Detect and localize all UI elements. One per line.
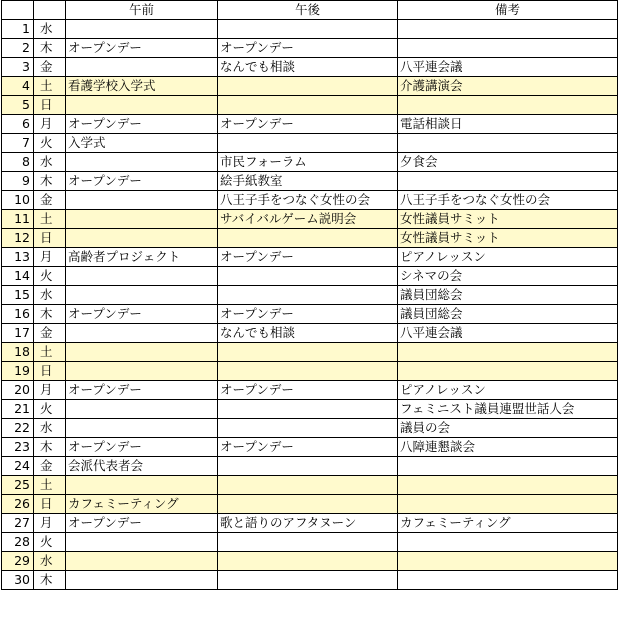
morning-cell[interactable]: [66, 286, 218, 305]
afternoon-cell[interactable]: [218, 96, 398, 115]
morning-cell[interactable]: [66, 533, 218, 552]
weekday-cell[interactable]: 月: [34, 248, 66, 267]
weekday-cell[interactable]: 木: [34, 571, 66, 590]
schedule-body: [2, 20, 618, 590]
day-number-cell[interactable]: 22: [2, 419, 34, 438]
notes-cell[interactable]: [398, 172, 618, 191]
afternoon-cell[interactable]: オープンデー: [218, 438, 398, 457]
table-row: [2, 533, 618, 552]
afternoon-cell[interactable]: [218, 571, 398, 590]
afternoon-cell[interactable]: オープンデー: [218, 305, 398, 324]
morning-cell[interactable]: [66, 20, 218, 39]
day-number-cell[interactable]: 28: [2, 533, 34, 552]
day-number-cell[interactable]: 25: [2, 476, 34, 495]
afternoon-cell[interactable]: [218, 267, 398, 286]
notes-cell[interactable]: 八平連会議: [398, 324, 618, 343]
morning-cell[interactable]: オープンデー: [66, 172, 218, 191]
notes-cell[interactable]: [398, 552, 618, 571]
day-number-cell[interactable]: 19: [2, 362, 34, 381]
notes-cell[interactable]: 電話相談日: [398, 115, 618, 134]
day-number-cell[interactable]: 12: [2, 229, 34, 248]
afternoon-cell[interactable]: [218, 362, 398, 381]
notes-cell[interactable]: カフェミーティング: [398, 514, 618, 533]
day-number-cell[interactable]: 13: [2, 248, 34, 267]
day-number-cell[interactable]: 23: [2, 438, 34, 457]
day-number-cell[interactable]: 17: [2, 324, 34, 343]
table-row: [2, 267, 618, 286]
morning-cell[interactable]: [66, 400, 218, 419]
notes-cell[interactable]: 議員団総会: [398, 286, 618, 305]
afternoon-cell[interactable]: [218, 419, 398, 438]
morning-cell[interactable]: [66, 571, 218, 590]
table-row: [2, 286, 618, 305]
morning-cell[interactable]: カフェミーティング: [66, 495, 218, 514]
morning-cell[interactable]: [66, 153, 218, 172]
weekday-cell[interactable]: 月: [34, 381, 66, 400]
day-number-cell[interactable]: 3: [2, 58, 34, 77]
table-row: [2, 115, 618, 134]
weekday-cell[interactable]: 金: [34, 191, 66, 210]
notes-cell[interactable]: フェミニスト議員連盟世話人会: [398, 400, 618, 419]
table-row: [2, 96, 618, 115]
morning-cell[interactable]: [66, 58, 218, 77]
header-morning: 午前: [66, 1, 218, 20]
header-notes: 備考: [398, 1, 618, 20]
weekday-cell[interactable]: 日: [34, 495, 66, 514]
day-number-cell[interactable]: 15: [2, 286, 34, 305]
day-number-cell[interactable]: 4: [2, 77, 34, 96]
day-number-cell[interactable]: 7: [2, 134, 34, 153]
table-row: [2, 191, 618, 210]
weekday-cell[interactable]: 火: [34, 400, 66, 419]
morning-cell[interactable]: オープンデー: [66, 115, 218, 134]
table-row: [2, 39, 618, 58]
morning-cell[interactable]: [66, 324, 218, 343]
weekday-cell[interactable]: 水: [34, 552, 66, 571]
notes-cell[interactable]: [398, 362, 618, 381]
weekday-cell[interactable]: 水: [34, 286, 66, 305]
morning-cell[interactable]: 高齢者プロジェクト: [66, 248, 218, 267]
day-number-cell[interactable]: 9: [2, 172, 34, 191]
table-row: [2, 305, 618, 324]
afternoon-cell[interactable]: [218, 495, 398, 514]
table-row: [2, 457, 618, 476]
day-number-cell[interactable]: 14: [2, 267, 34, 286]
weekday-cell[interactable]: 木: [34, 438, 66, 457]
notes-cell[interactable]: ピアノレッスン: [398, 381, 618, 400]
morning-cell[interactable]: [66, 419, 218, 438]
header-day: [2, 1, 34, 20]
weekday-cell[interactable]: 金: [34, 457, 66, 476]
morning-cell[interactable]: 会派代表者会: [66, 457, 218, 476]
afternoon-cell[interactable]: オープンデー: [218, 381, 398, 400]
table-row: [2, 400, 618, 419]
morning-cell[interactable]: [66, 552, 218, 571]
weekday-cell[interactable]: 木: [34, 305, 66, 324]
table-row: [2, 248, 618, 267]
table-row: [2, 77, 618, 96]
table-row: [2, 229, 618, 248]
afternoon-cell[interactable]: なんでも相談: [218, 324, 398, 343]
afternoon-cell[interactable]: [218, 552, 398, 571]
notes-cell[interactable]: 夕食会: [398, 153, 618, 172]
morning-cell[interactable]: オープンデー: [66, 381, 218, 400]
table-row: [2, 419, 618, 438]
afternoon-cell[interactable]: オープンデー: [218, 115, 398, 134]
day-number-cell[interactable]: 10: [2, 191, 34, 210]
afternoon-cell[interactable]: オープンデー: [218, 39, 398, 58]
table-row: [2, 571, 618, 590]
weekday-cell[interactable]: 火: [34, 533, 66, 552]
weekday-cell[interactable]: 土: [34, 77, 66, 96]
weekday-cell[interactable]: 木: [34, 39, 66, 58]
notes-cell[interactable]: [398, 495, 618, 514]
day-number-cell[interactable]: 20: [2, 381, 34, 400]
afternoon-cell[interactable]: [218, 229, 398, 248]
afternoon-cell[interactable]: サバイバルゲーム説明会: [218, 210, 398, 229]
morning-cell[interactable]: 入学式: [66, 134, 218, 153]
table-row: [2, 58, 618, 77]
table-row: [2, 210, 618, 229]
weekday-cell[interactable]: 水: [34, 153, 66, 172]
weekday-cell[interactable]: 金: [34, 58, 66, 77]
notes-cell[interactable]: [398, 457, 618, 476]
day-number-cell[interactable]: 16: [2, 305, 34, 324]
afternoon-cell[interactable]: オープンデー: [218, 248, 398, 267]
notes-cell[interactable]: [398, 96, 618, 115]
header-weekday: [34, 1, 66, 20]
weekday-cell[interactable]: 火: [34, 267, 66, 286]
weekday-cell[interactable]: 土: [34, 210, 66, 229]
day-number-cell[interactable]: 27: [2, 514, 34, 533]
morning-cell[interactable]: [66, 96, 218, 115]
notes-cell[interactable]: 介護講演会: [398, 77, 618, 96]
weekday-cell[interactable]: 月: [34, 514, 66, 533]
table-row: [2, 324, 618, 343]
table-row: [2, 552, 618, 571]
notes-cell[interactable]: [398, 571, 618, 590]
notes-cell[interactable]: [398, 476, 618, 495]
table-row: [2, 514, 618, 533]
table-row: [2, 495, 618, 514]
table-row: [2, 476, 618, 495]
notes-cell[interactable]: ピアノレッスン: [398, 248, 618, 267]
afternoon-cell[interactable]: [218, 400, 398, 419]
afternoon-cell[interactable]: [218, 533, 398, 552]
header-afternoon: 午後: [218, 1, 398, 20]
morning-cell[interactable]: オープンデー: [66, 514, 218, 533]
morning-cell[interactable]: オープンデー: [66, 438, 218, 457]
notes-cell[interactable]: [398, 20, 618, 39]
notes-cell[interactable]: シネマの会: [398, 267, 618, 286]
table-row: [2, 438, 618, 457]
day-number-cell[interactable]: 29: [2, 552, 34, 571]
afternoon-cell[interactable]: [218, 343, 398, 362]
day-number-cell[interactable]: 8: [2, 153, 34, 172]
weekday-cell[interactable]: 火: [34, 134, 66, 153]
day-number-cell[interactable]: 2: [2, 39, 34, 58]
day-number-cell[interactable]: 11: [2, 210, 34, 229]
table-row: [2, 343, 618, 362]
weekday-cell[interactable]: 土: [34, 476, 66, 495]
afternoon-cell[interactable]: 市民フォーラム: [218, 153, 398, 172]
notes-cell[interactable]: 女性議員サミット: [398, 229, 618, 248]
notes-cell[interactable]: 八障連懇談会: [398, 438, 618, 457]
weekday-cell[interactable]: 月: [34, 115, 66, 134]
table-row: [2, 362, 618, 381]
notes-cell[interactable]: [398, 134, 618, 153]
day-number-cell[interactable]: 30: [2, 571, 34, 590]
afternoon-cell[interactable]: [218, 476, 398, 495]
morning-cell[interactable]: [66, 476, 218, 495]
notes-cell[interactable]: 議員の会: [398, 419, 618, 438]
weekday-cell[interactable]: 日: [34, 362, 66, 381]
day-number-cell[interactable]: 6: [2, 115, 34, 134]
afternoon-cell[interactable]: 絵手紙教室: [218, 172, 398, 191]
day-number-cell[interactable]: 1: [2, 20, 34, 39]
afternoon-cell[interactable]: [218, 20, 398, 39]
morning-cell[interactable]: [66, 267, 218, 286]
afternoon-cell[interactable]: [218, 77, 398, 96]
table-row: [2, 20, 618, 39]
day-number-cell[interactable]: 21: [2, 400, 34, 419]
morning-cell[interactable]: [66, 191, 218, 210]
notes-cell[interactable]: 女性議員サミット: [398, 210, 618, 229]
afternoon-cell[interactable]: [218, 286, 398, 305]
morning-cell[interactable]: オープンデー: [66, 39, 218, 58]
afternoon-cell[interactable]: [218, 457, 398, 476]
notes-cell[interactable]: 八王子手をつなぐ女性の会: [398, 191, 618, 210]
afternoon-cell[interactable]: なんでも相談: [218, 58, 398, 77]
notes-cell[interactable]: [398, 533, 618, 552]
morning-cell[interactable]: オープンデー: [66, 305, 218, 324]
notes-cell[interactable]: [398, 39, 618, 58]
table-row: [2, 134, 618, 153]
table-row: [2, 172, 618, 191]
weekday-cell[interactable]: 土: [34, 343, 66, 362]
day-number-cell[interactable]: 5: [2, 96, 34, 115]
weekday-cell[interactable]: 日: [34, 96, 66, 115]
afternoon-cell[interactable]: [218, 134, 398, 153]
day-number-cell[interactable]: 26: [2, 495, 34, 514]
notes-cell[interactable]: 八平連会議: [398, 58, 618, 77]
table-row: [2, 381, 618, 400]
schedule-table: [1, 0, 618, 590]
morning-cell[interactable]: [66, 229, 218, 248]
header-row: [2, 1, 618, 20]
afternoon-cell[interactable]: 歌と語りのアフタヌーン: [218, 514, 398, 533]
day-number-cell[interactable]: 18: [2, 343, 34, 362]
weekday-cell[interactable]: 日: [34, 229, 66, 248]
morning-cell[interactable]: [66, 210, 218, 229]
morning-cell[interactable]: [66, 362, 218, 381]
weekday-cell[interactable]: 水: [34, 20, 66, 39]
weekday-cell[interactable]: 金: [34, 324, 66, 343]
notes-cell[interactable]: 議員団総会: [398, 305, 618, 324]
afternoon-cell[interactable]: 八王子手をつなぐ女性の会: [218, 191, 398, 210]
weekday-cell[interactable]: 木: [34, 172, 66, 191]
morning-cell[interactable]: 看護学校入学式: [66, 77, 218, 96]
weekday-cell[interactable]: 水: [34, 419, 66, 438]
morning-cell[interactable]: [66, 343, 218, 362]
notes-cell[interactable]: [398, 343, 618, 362]
day-number-cell[interactable]: 24: [2, 457, 34, 476]
table-row: [2, 153, 618, 172]
